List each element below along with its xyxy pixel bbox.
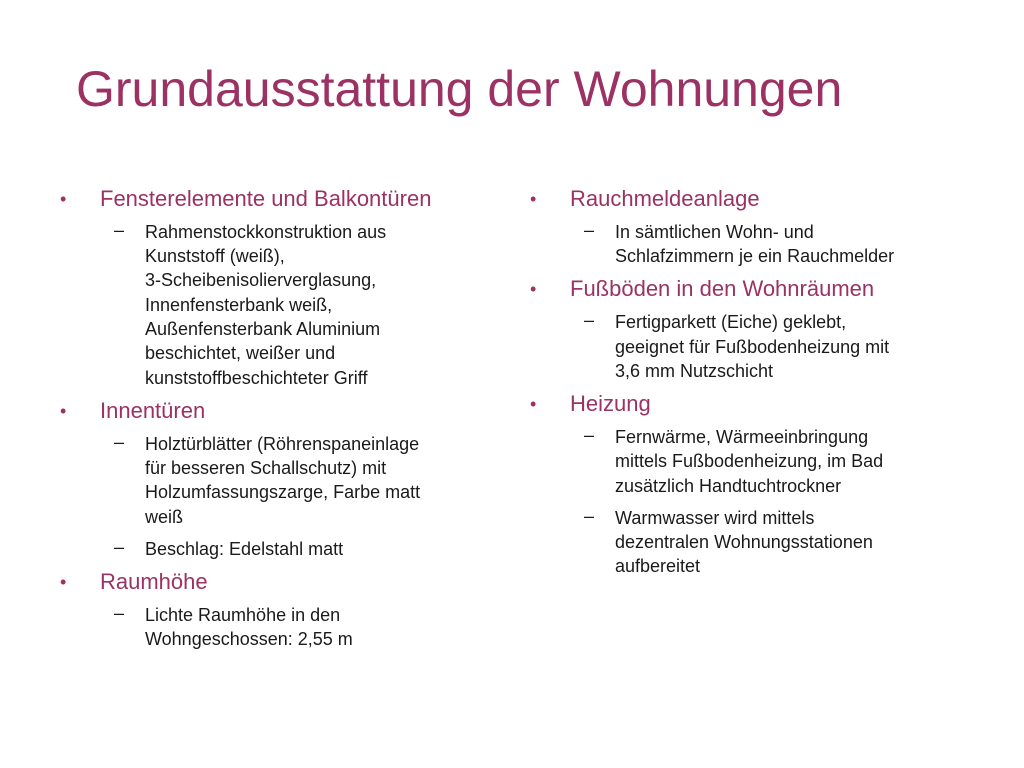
bullet-heading: Fensterelemente und Balkontüren: [100, 186, 432, 211]
sub-item-text: Fernwärme, Wärmeeinbringung mittels Fußbodenheizung, im Bad zusätzlich Handtuchtrockner: [615, 426, 884, 496]
dash-icon: –: [114, 219, 125, 240]
bullet-icon: •: [60, 572, 67, 593]
dash-icon: –: [584, 310, 595, 331]
sub-item-text: Beschlag: Edelstahl matt: [145, 538, 344, 559]
sub-item: [570, 425, 966, 498]
sub-item: [100, 220, 496, 390]
dash-icon: –: [114, 536, 125, 557]
sub-list: [570, 220, 966, 269]
sub-item-text: Fertigparkett (Eiche) geklebt, geeignet für Fußbodenheizung mit 3,6 mm Nutzschicht: [615, 312, 890, 381]
sub-list: [100, 220, 496, 390]
left-column: [56, 186, 496, 660]
sub-item: [100, 603, 496, 652]
slide-title: Grundausstattung der Wohnungen: [76, 61, 843, 117]
dash-icon: –: [584, 505, 595, 526]
bullet-item-fensterelemente: [56, 186, 496, 390]
sub-list: [570, 425, 966, 579]
bullet-list: [526, 186, 966, 579]
bullet-item-rauchmeldeanlage: [526, 186, 966, 268]
bullet-heading: Innentüren: [100, 397, 206, 423]
sub-item: [100, 432, 496, 529]
bullet-heading: Heizung: [570, 391, 651, 417]
bullet-list: [56, 186, 496, 652]
bullet-heading: Raumhöhe: [100, 569, 208, 595]
bullet-icon: •: [530, 279, 537, 300]
sub-item: [100, 537, 496, 561]
bullet-icon: •: [60, 400, 67, 421]
sub-item-text: In sämtlichen Wohn- und Schlafzimmern je ein Rauchmelder: [615, 221, 895, 267]
dash-icon: –: [584, 424, 595, 445]
sub-item: [570, 506, 966, 579]
bullet-item-heizung: [526, 391, 966, 579]
sub-item: [570, 310, 966, 383]
sub-item-text: Holztürblätter (Röhrenspaneinlage für besseren Schallschutz) mit Holzumfassungszarge, Farbe matt weiß: [145, 433, 421, 527]
sub-item-text: Rahmenstockkonstruktion aus Kunststoff (weiß), 3-Scheibenisolierverglasung, Innenfensterbank weiß, Außenfensterbank Aluminium beschichtet, weißer und kunststoffbeschichteter Griff: [145, 221, 387, 388]
sub-item-text: Warmwasser wird mittels dezentralen Wohnungsstationen aufbereitet: [615, 507, 873, 577]
dash-icon: –: [584, 219, 595, 240]
bullet-icon: •: [530, 394, 537, 415]
sub-item-text: Lichte Raumhöhe in den Wohngeschossen: 2,55 m: [145, 605, 353, 650]
bullet-item-raumhoehe: [56, 569, 496, 651]
sub-list: [100, 432, 496, 561]
right-column: [526, 186, 966, 587]
sub-list: [570, 310, 966, 383]
dash-icon: –: [114, 431, 125, 452]
dash-icon: –: [114, 603, 125, 624]
bullet-heading: Rauchmeldeanlage: [570, 186, 760, 211]
bullet-item-innentueren: [56, 398, 496, 561]
bullet-item-fussboeden: [526, 276, 966, 383]
sub-item: [570, 220, 966, 269]
bullet-icon: •: [60, 189, 67, 209]
sub-list: [100, 603, 496, 652]
bullet-heading: Fußböden in den Wohnräumen: [570, 276, 875, 302]
bullet-icon: •: [530, 189, 537, 209]
